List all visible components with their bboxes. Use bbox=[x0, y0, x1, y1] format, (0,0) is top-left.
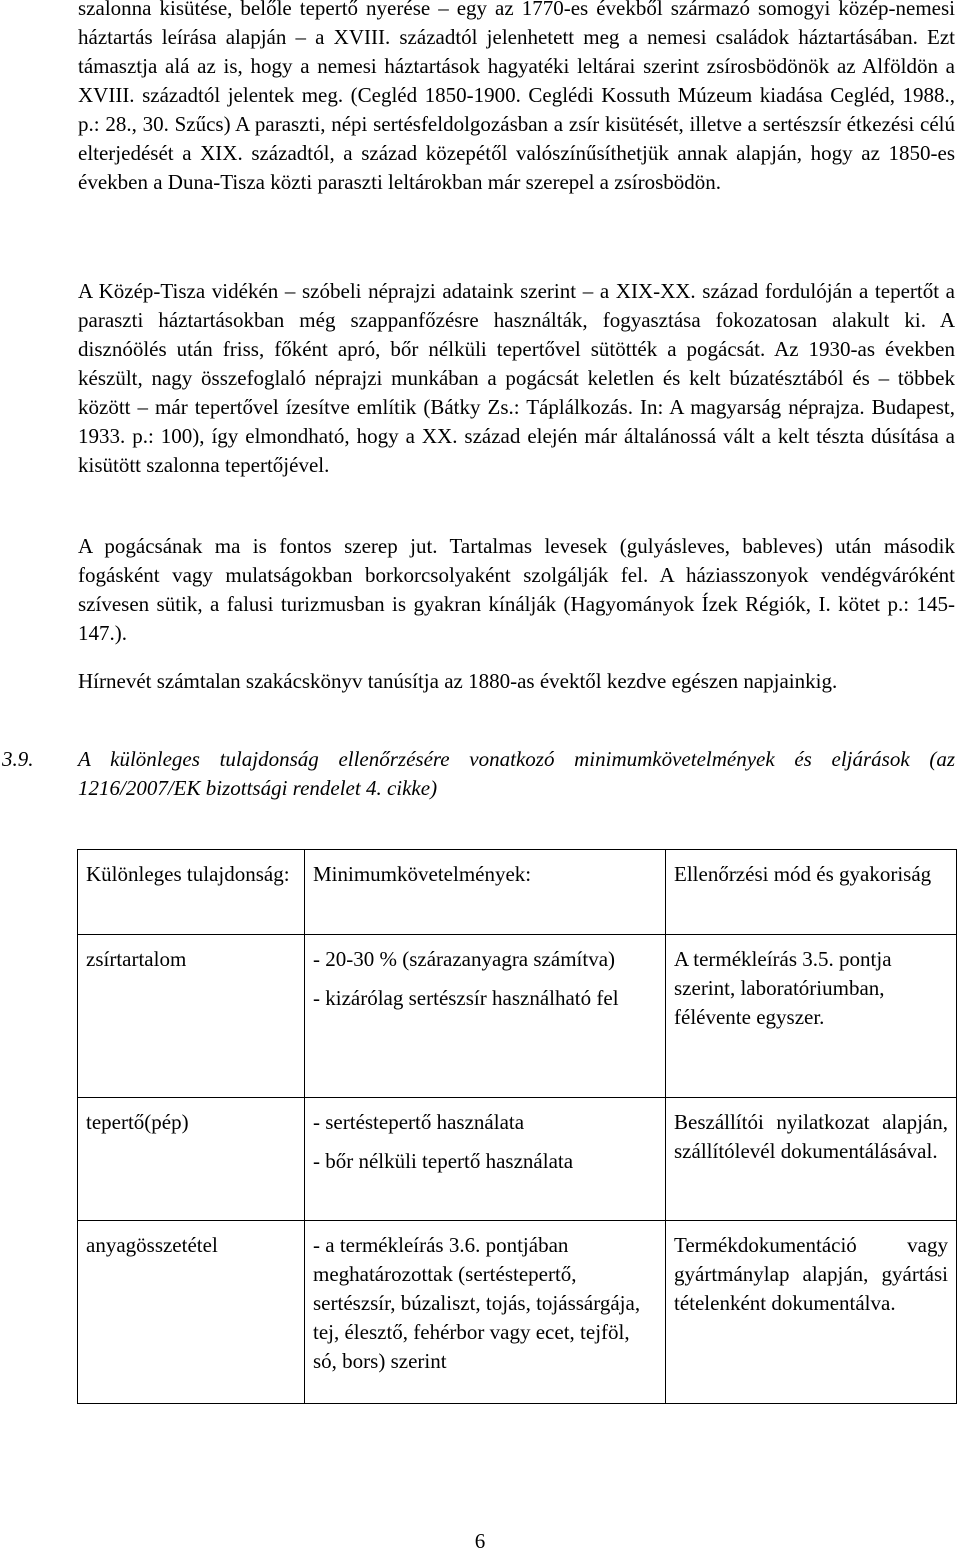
table-row bbox=[78, 1098, 957, 1221]
header-control: Ellenőrzési mód és gyakoriság bbox=[666, 850, 957, 935]
requirements-table bbox=[77, 849, 957, 1404]
table-row bbox=[78, 1221, 957, 1404]
cell-control: Beszállítói nyilatkozat alapján, szállítólevél dokumentálásával. bbox=[666, 1098, 957, 1221]
requirement-item: - bőr nélküli tepertő használata bbox=[313, 1149, 574, 1173]
cell-property: anyagösszetétel bbox=[78, 1221, 305, 1404]
table-header-row bbox=[78, 850, 957, 935]
paragraph-reputation: Hírnevét számtalan szakácskönyv tanúsítja az 1880-as évektől kezdve egészen napjainkig. bbox=[78, 669, 838, 693]
header-property: Különleges tulajdonság: bbox=[78, 850, 305, 935]
requirement-item: - kizárólag sertészsír használható fel bbox=[313, 986, 619, 1010]
cell-property: tepertő(pép) bbox=[78, 1098, 305, 1221]
header-requirements: Minimumkövetelmények: bbox=[305, 850, 666, 935]
cell-control: Termékdokumentáció vagy gyártmánylap alapján, gyártási tételenként dokumentálva. bbox=[666, 1221, 957, 1404]
cell-control: A termékleírás 3.5. pontja szerint, laboratóriumban, félévente egyszer. bbox=[666, 935, 957, 1098]
requirement-item: - a termékleírás 3.6. pontjában meghatározottak (sertéstepertő, sertészsír, búzaliszt, tojás, tojássárgája, tej, élesztő, fehérbor vagy ecet, tejföl, só, bors) szerint bbox=[313, 1233, 641, 1373]
requirement-item: - sertéstepertő használata bbox=[313, 1110, 525, 1134]
requirement-item: - 20-30 % (szárazanyagra számítva) bbox=[313, 947, 616, 971]
section-number: 3.9. bbox=[2, 747, 34, 771]
cell-requirements bbox=[305, 1221, 666, 1404]
paragraph-tepertő-tradition: A Közép-Tisza vidékén – szóbeli néprajzi adataink szerint – a XIX-XX. század fordulóján a tepertőt a paraszti háztartásokban még szappanfőzésre használták, fogyasztása fokozatosan alakult ki. A disznóölés után friss, főként apró, bőr nélküli tepertővel sütötték a pogácsát. Az 1930-as években készült, nagy összefoglaló néprajzi munkában a pogácsát keletlen és kelt búzatésztából és – többek között – már tepertővel ízesítve említik (Bátky Zs.: Táplálkozás. In: A magyarság néprajza. Budapest, 1933. p.: 100), így elmondható, hogy a XX. század elején már általánossá vált a kelt tészta dúsítása a kisütött szalonna tepertőjével. bbox=[78, 279, 955, 477]
table-row bbox=[78, 935, 957, 1098]
paragraph-pogacsa-role: A pogácsának ma is fontos szerep jut. Tartalmas levesek (gulyásleves, bableves) után második fogásként vagy mulatságokban borkorcsolyaként szolgálják fel. A háziasszonyok vendégváróként szívesen sütik, a falusi turizmusban is gyakran kínálják (Hagyományok Ízek Régiók, I. kötet p.: 145-147.). bbox=[78, 534, 955, 645]
cell-requirements bbox=[305, 1098, 666, 1221]
paragraph-history-lard: szalonna kisütése, belőle tepertő nyerése – egy az 1770-es évekből származó somogyi közép-nemesi háztartás leírása alapján – a XVIII. századtól jelenhetett meg a nemesi családok háztartásában. Ezt támasztja alá az is, hogy a nemesi háztartások hagyatéki leltárai szerint zsírosbödönök az Alföldön a XVIII. századtól jelentek meg. (Cegléd 1850-1900. Ceglédi Kossuth Múzeum kiadása Cegléd, 1988., p.: 28., 30. Szűcs) A paraszti, népi sertésfeldolgozásban a zsír kisütését, illetve a sertészsír étkezési célú elterjedését a XIX. századtól, a század közepétől valószínűsíthetjük annak alapján, hogy az 1850-es években a Duna-Tisza közti paraszti leltárokban már szerepel a zsírosbödön. bbox=[78, 0, 955, 194]
section-title: A különleges tulajdonság ellenőrzésére vonatkozó minimumkövetelmények és eljárások (az 1216/2007/EK bizottsági rendelet 4. cikke) bbox=[78, 747, 955, 800]
cell-property: zsírtartalom bbox=[78, 935, 305, 1098]
cell-requirements bbox=[305, 935, 666, 1098]
page-number: 6 bbox=[474, 1529, 486, 1553]
